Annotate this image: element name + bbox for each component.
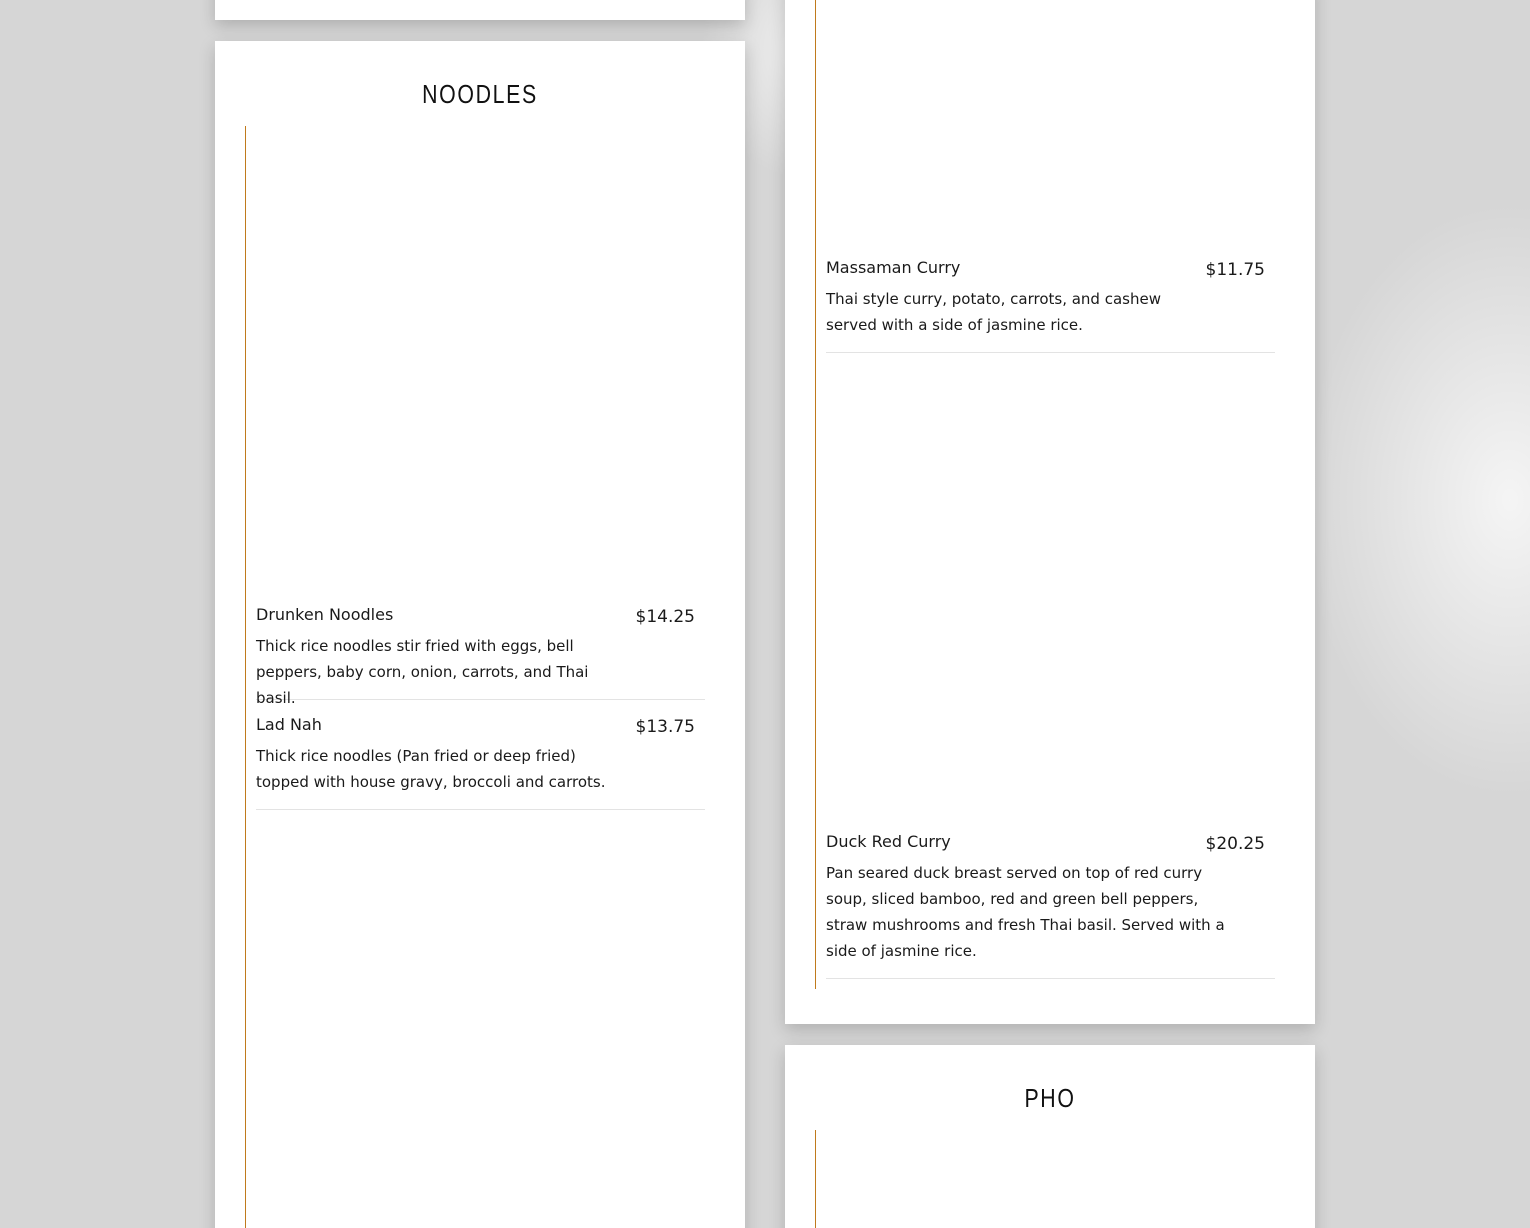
curry-section-card (785, 0, 1315, 1024)
menu-item-massaman-curry (826, 258, 1275, 353)
section-accent-line (245, 126, 246, 1228)
section-accent-line (815, 1130, 816, 1228)
background-glow (1300, 200, 1530, 800)
menu-item-description: Pan seared duck breast served on top of red curry soup, sliced bamboo, red and green bell peppers, straw mushrooms and fresh Thai basil. Served with a side of jasmine rice. (826, 864, 1225, 960)
menu-item-name: Massaman Curry (826, 258, 961, 277)
menu-item-description: Thai style curry, potato, carrots, and cashew served with a side of jasmine rice. (826, 290, 1161, 334)
section-accent-line (815, 0, 816, 989)
menu-item-price: $13.75 (635, 717, 695, 737)
section-title-pho: PHO (1024, 1083, 1076, 1113)
menu-item-duck-red-curry (826, 832, 1275, 979)
menu-item-name: Lad Nah (256, 715, 322, 734)
menu-item-lad-nah (256, 715, 705, 810)
menu-item-name: Duck Red Curry (826, 832, 951, 851)
section-title-noodles: NOODLES (422, 79, 538, 109)
menu-item-description: Thick rice noodles stir fried with eggs, bell peppers, baby corn, onion, carrots, and Thai basil. (256, 637, 589, 707)
pho-section-card (785, 1045, 1315, 1228)
menu-item-description: Thick rice noodles (Pan fried or deep fried) topped with house gravy, broccoli and carrots. (256, 747, 606, 791)
previous-section-card (215, 0, 745, 20)
menu-item-drunken-noodles (256, 605, 705, 707)
menu-item-price: $11.75 (1205, 260, 1265, 280)
menu-item-price: $20.25 (1205, 834, 1265, 854)
noodles-section-card (215, 41, 745, 1228)
menu-item-price: $14.25 (635, 607, 695, 627)
menu-item-name: Drunken Noodles (256, 605, 394, 624)
